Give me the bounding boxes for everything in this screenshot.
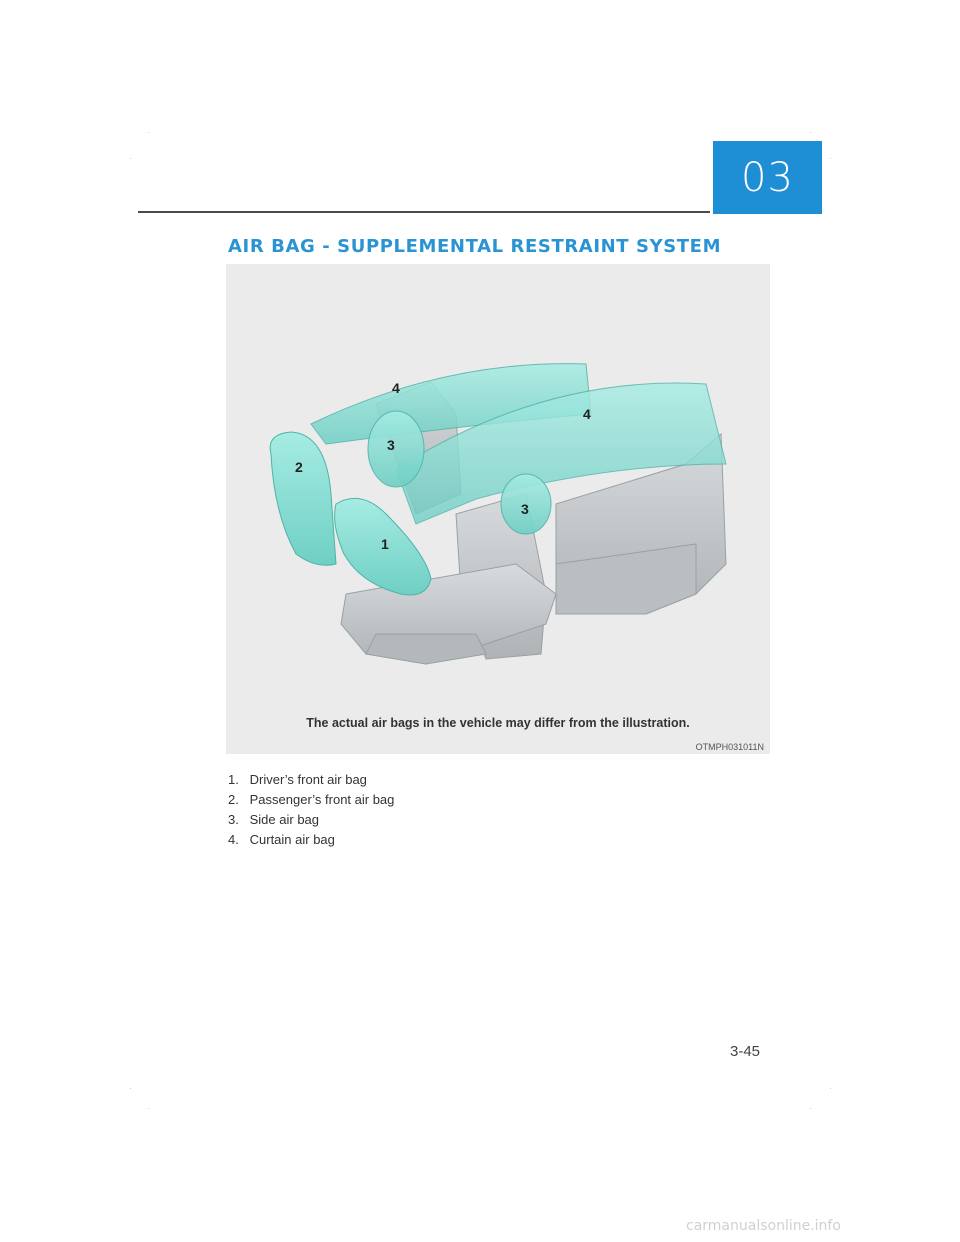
airbag-diagram [226, 264, 770, 754]
callout-label: 3 [521, 501, 529, 517]
callout-label: 4 [583, 406, 591, 422]
page-number: 3-45 [730, 1043, 761, 1060]
side-airbag-front [368, 411, 424, 487]
list-item-text: Driver’s front air bag [249, 772, 367, 787]
list-item-text: Side air bag [249, 812, 320, 827]
header-rule [138, 211, 710, 213]
list-item-number: 2. [228, 792, 239, 807]
list-item-text: Passenger’s front air bag [249, 792, 395, 807]
list-item [228, 830, 394, 850]
chapter-number: 03 [741, 154, 794, 201]
list-item [228, 790, 394, 810]
crop-mark [130, 1088, 131, 1089]
watermark: carmanualsonline.info [686, 1218, 841, 1234]
airbag-illustration [226, 264, 770, 754]
callout-label: 2 [295, 459, 303, 475]
crop-mark [810, 1108, 811, 1109]
passenger-front-airbag [270, 432, 336, 565]
list-item [228, 770, 394, 790]
crop-mark [830, 1088, 831, 1089]
callout-label: 3 [387, 437, 395, 453]
crop-mark [830, 158, 831, 159]
section-title: AIR BAG - SUPPLEMENTAL RESTRAINT SYSTEM [228, 236, 722, 257]
list-item-number: 3. [228, 812, 239, 827]
list-item-number: 4. [228, 832, 239, 847]
list-item [228, 810, 394, 830]
crop-mark [148, 132, 149, 133]
crop-mark [130, 158, 131, 159]
callout-label: 4 [392, 380, 400, 396]
callout-label: 1 [381, 536, 389, 552]
figure-code: OTMPH031011N [695, 742, 764, 752]
crop-mark [810, 132, 811, 133]
figure-caption: The actual air bags in the vehicle may differ from the illustration. [306, 716, 690, 730]
list-item-number: 1. [228, 772, 239, 787]
chapter-tab [713, 141, 822, 214]
list-item-text: Curtain air bag [249, 832, 335, 847]
crop-mark [148, 1108, 149, 1109]
airbag-legend [228, 770, 394, 850]
